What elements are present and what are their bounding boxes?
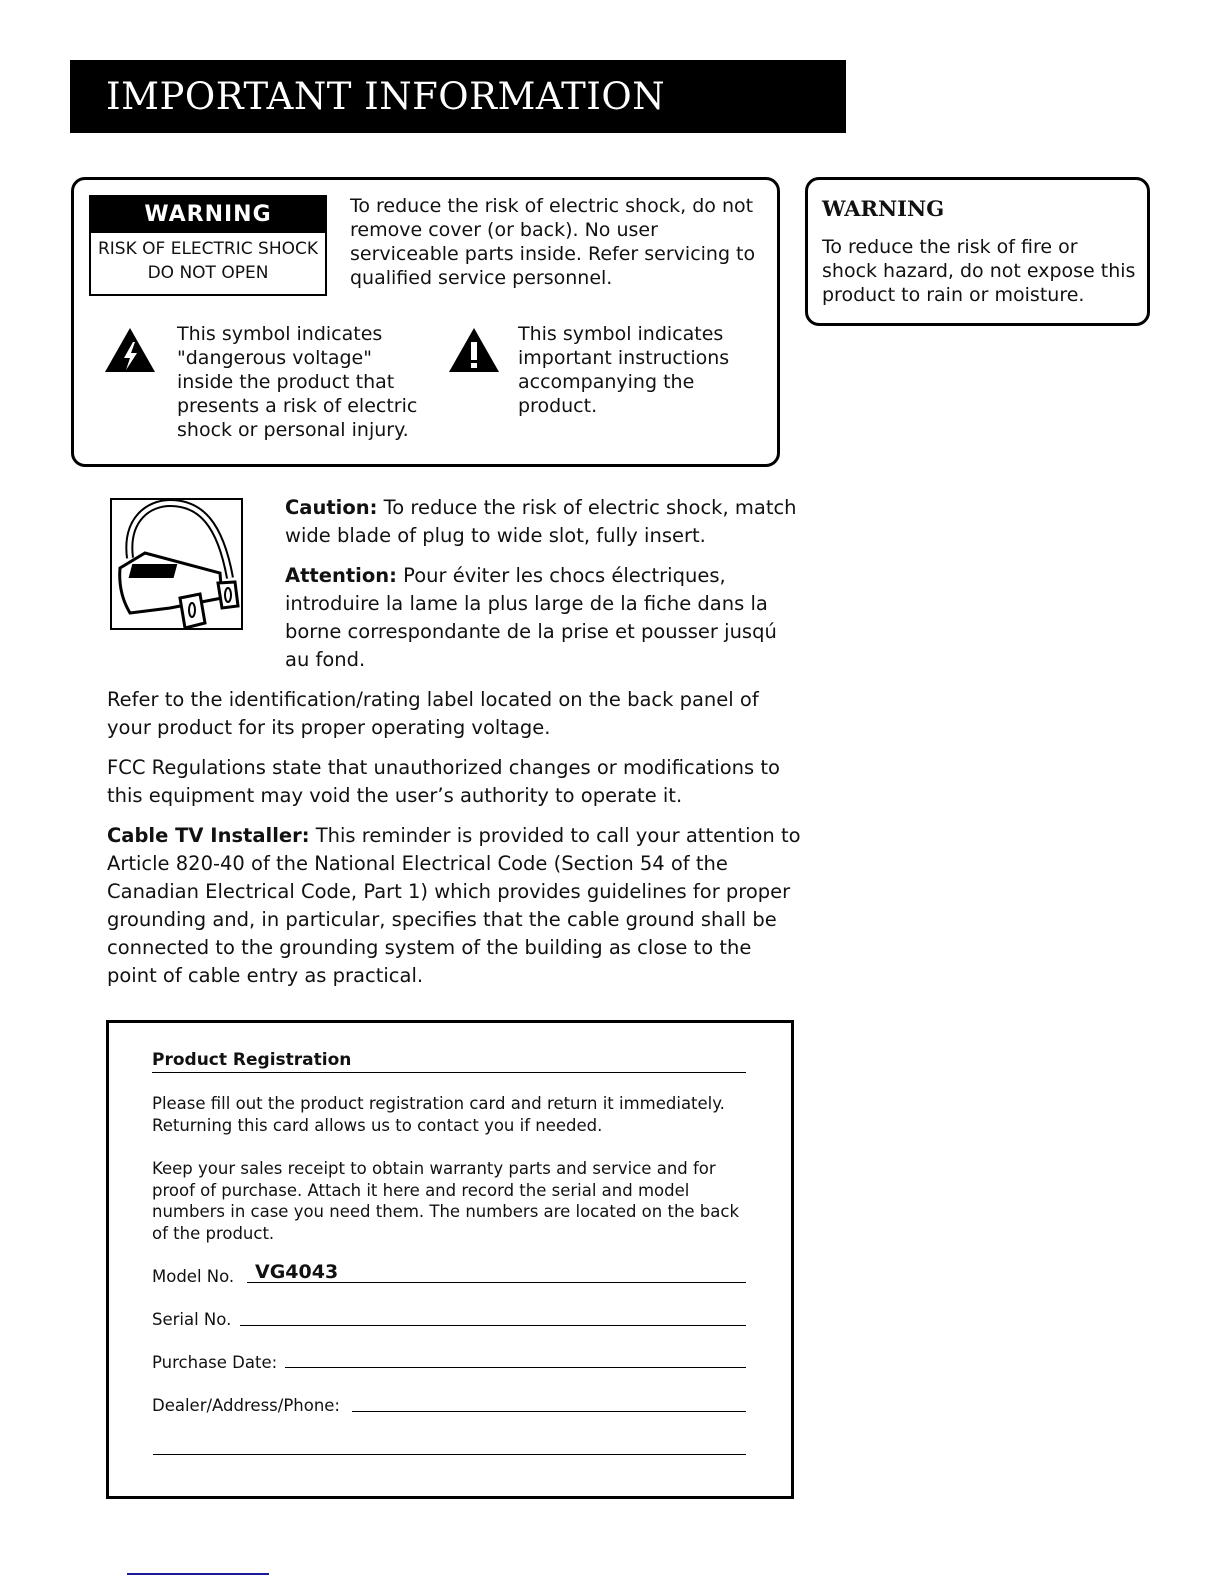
side-warning-box xyxy=(805,177,1150,326)
caution-label: Caution: xyxy=(285,496,378,519)
label-line1: RISK OF ELECTRIC SHOCK xyxy=(97,239,318,259)
registration-p2: Keep your sales receipt to obtain warranty parts and service and for proof of purchase. Attach it here and record the serial and model numbers in case you need them. The numbers are located on the back of the product. xyxy=(152,1159,740,1243)
dealer-field[interactable] xyxy=(352,1411,746,1412)
registration-title: Product Registration xyxy=(152,1050,352,1070)
page-title: IMPORTANT INFORMATION xyxy=(70,60,846,133)
registration-p1: Please fill out the product registration card and return it immediately. Returning this card allows us to contact you if needed. xyxy=(152,1094,725,1135)
cable-label: Cable TV Installer: xyxy=(107,824,310,847)
lightning-triangle-icon xyxy=(104,326,156,374)
model-label: Model No. xyxy=(152,1267,235,1286)
side-warning-text: To reduce the risk of fire or shock hazard, do not expose this product to rain or moisture. xyxy=(822,236,1136,306)
attention-paragraph xyxy=(285,562,805,674)
serial-field[interactable] xyxy=(240,1325,746,1326)
label-heading: WARNING xyxy=(91,197,325,233)
side-warning-heading: WARNING xyxy=(822,196,945,221)
serial-label: Serial No. xyxy=(152,1310,232,1329)
exclamation-triangle-icon xyxy=(448,326,500,374)
cable-paragraph xyxy=(107,822,807,990)
rating-paragraph: Refer to the identification/rating label located on the back panel of your product for its proper operating voltage. xyxy=(107,688,759,739)
plug-illustration xyxy=(110,498,243,630)
fcc-paragraph: FCC Regulations state that unauthorized changes or modifications to this equipment may void the user’s authority to operate it. xyxy=(107,756,780,807)
model-field[interactable] xyxy=(247,1282,746,1283)
attention-label: Attention: xyxy=(285,564,397,587)
instructions-symbol-text: This symbol indicates important instructions accompanying the product. xyxy=(518,323,730,417)
warning-text: To reduce the risk of electric shock, do not remove cover (or back). No user serviceable parts inside. Refer servicing to qualified service personnel. xyxy=(350,195,756,289)
caution-paragraph xyxy=(285,494,805,550)
dealer-field-line2[interactable] xyxy=(153,1454,746,1455)
dealer-label: Dealer/Address/Phone: xyxy=(152,1396,340,1415)
footer-rule xyxy=(127,1573,269,1575)
cable-text: This reminder is provided to call your attention to Article 820-40 of the National Electrical Code (Section 54 of the Canadian Electrical Code, Part 1) which provides guidelines for proper grounding and, in particular, specifies that the cable ground shall be connected to the grounding system of the building as close to the point of cable entry as practical. xyxy=(107,824,801,987)
label-line2: DO NOT OPEN xyxy=(147,263,269,283)
attention-text: Pour éviter les chocs électriques, introduire la lame la plus large de la fiche dans la borne correspondante de la prise et pousser jusqú au fond. xyxy=(285,564,777,671)
voltage-symbol-text: This symbol indicates "dangerous voltage" inside the product that presents a risk of electric shock or personal injury. xyxy=(177,323,418,441)
caution-text: To reduce the risk of electric shock, match wide blade of plug to wide slot, fully insert. xyxy=(285,496,797,547)
purchase-date-field[interactable] xyxy=(285,1367,746,1368)
shock-warning-label xyxy=(89,195,327,296)
purchase-date-label: Purchase Date: xyxy=(152,1353,278,1372)
model-value: VG4043 xyxy=(255,1261,339,1283)
registration-box xyxy=(106,1020,794,1499)
